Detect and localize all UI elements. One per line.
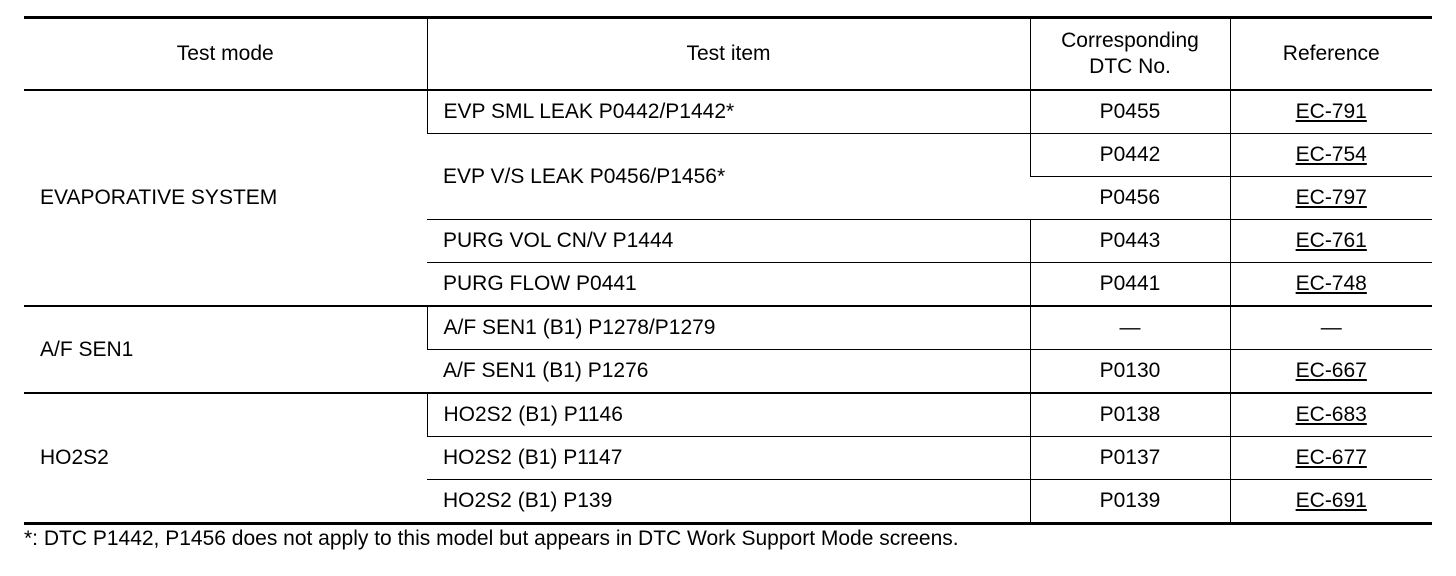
- reference-cell: [1230, 220, 1432, 263]
- test-item-cell: A/F SEN1 (B1) P1276: [427, 350, 1030, 394]
- reference-cell: [1230, 437, 1432, 480]
- test-item-cell: PURG VOL CN/V P1444: [427, 220, 1030, 263]
- dtc-cell: —: [1030, 306, 1230, 350]
- reference-link[interactable]: EC-791: [1295, 100, 1367, 123]
- test-mode-cell: HO2S2: [24, 393, 427, 524]
- reference-cell: [1230, 90, 1432, 134]
- test-item-cell: EVP V/S LEAK P0456/P1456*: [427, 134, 1030, 220]
- test-item-cell: A/F SEN1 (B1) P1278/P1279: [427, 306, 1030, 350]
- reference-cell: [1230, 480, 1432, 524]
- test-item-cell: HO2S2 (B1) P1146: [427, 393, 1030, 437]
- test-item-cell: HO2S2 (B1) P1147: [427, 437, 1030, 480]
- header-reference: Reference: [1230, 18, 1432, 91]
- reference-cell: [1230, 134, 1432, 177]
- dtc-cell: P0130: [1030, 350, 1230, 394]
- reference-cell: [1230, 177, 1432, 220]
- dtc-cell: P0456: [1030, 177, 1230, 220]
- dtc-cell: P0441: [1030, 263, 1230, 307]
- reference-cell: —: [1230, 306, 1432, 350]
- dtc-cell: P0139: [1030, 480, 1230, 524]
- reference-cell: [1230, 393, 1432, 437]
- header-dtc-line1: Corresponding: [1061, 29, 1199, 52]
- header-dtc-line2: DTC No.: [1089, 55, 1171, 78]
- reference-link[interactable]: EC-683: [1295, 403, 1367, 426]
- table-row: [24, 90, 1432, 134]
- dtc-cell: P0138: [1030, 393, 1230, 437]
- table-row: [24, 306, 1432, 350]
- reference-link[interactable]: EC-797: [1295, 186, 1367, 209]
- dtc-cell: P0443: [1030, 220, 1230, 263]
- reference-cell: [1230, 263, 1432, 307]
- reference-link[interactable]: EC-761: [1295, 229, 1367, 252]
- dtc-work-support-table: [24, 16, 1432, 525]
- test-mode-cell: EVAPORATIVE SYSTEM: [40, 186, 278, 209]
- test-mode-cell: A/F SEN1: [24, 306, 427, 393]
- header-row: [24, 18, 1432, 91]
- dtc-cell: P0455: [1030, 90, 1230, 134]
- test-item-cell: HO2S2 (B1) P139: [427, 480, 1030, 524]
- header-test-item: Test item: [427, 18, 1030, 91]
- reference-link[interactable]: EC-754: [1295, 143, 1367, 166]
- test-item-cell: EVP SML LEAK P0442/P1442*: [427, 90, 1030, 134]
- reference-link[interactable]: EC-691: [1295, 489, 1367, 512]
- table-row: [24, 393, 1432, 437]
- reference-link[interactable]: EC-748: [1295, 272, 1367, 295]
- header-test-mode: Test mode: [24, 18, 427, 91]
- dtc-cell: P0442: [1030, 134, 1230, 177]
- reference-cell: [1230, 350, 1432, 394]
- reference-link[interactable]: EC-677: [1295, 446, 1367, 469]
- footnote: *: DTC P1442, P1456 does not apply to this model but appears in DTC Work Support Mode screens.: [24, 527, 959, 550]
- dtc-cell: P0137: [1030, 437, 1230, 480]
- header-dtc-no: [1030, 18, 1230, 91]
- reference-link[interactable]: EC-667: [1295, 359, 1367, 382]
- test-item-cell: PURG FLOW P0441: [427, 263, 1030, 307]
